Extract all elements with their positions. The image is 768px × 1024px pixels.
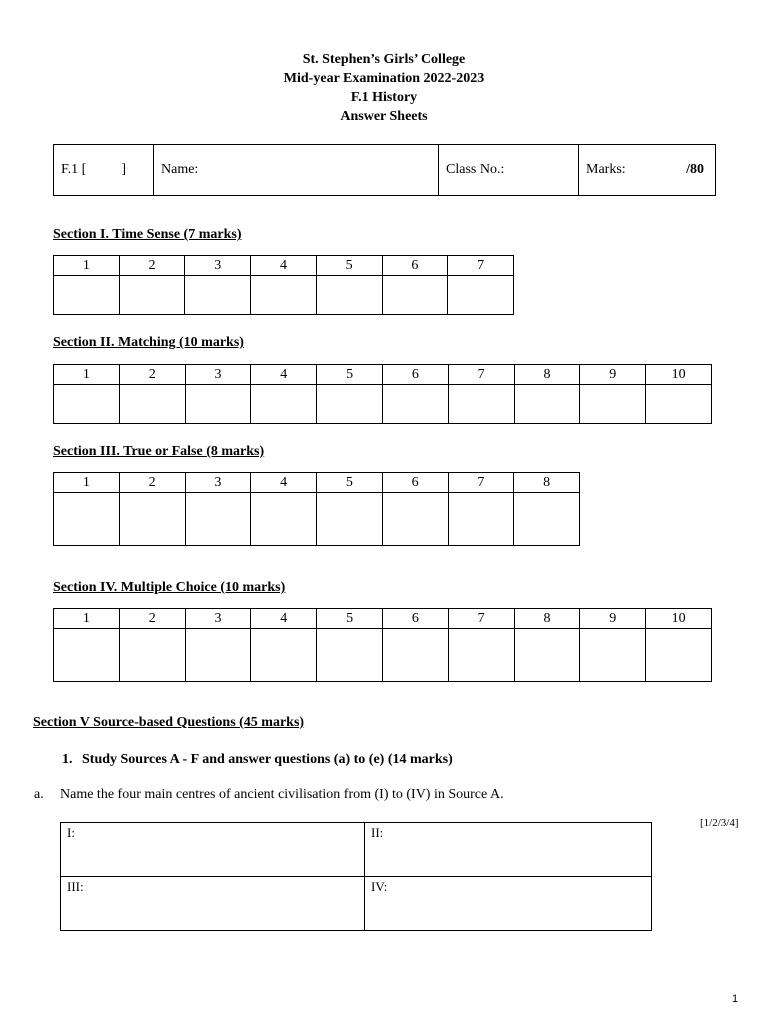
- answer-cell[interactable]: [646, 629, 712, 682]
- answer-cell[interactable]: [185, 276, 251, 315]
- answer-cell[interactable]: [251, 276, 317, 315]
- section-1-title: Section I. Time Sense (7 marks): [53, 227, 242, 242]
- name-field[interactable]: [154, 145, 439, 196]
- question-number: 1: [54, 473, 120, 493]
- answer-cell[interactable]: [317, 493, 383, 546]
- subject-name: F.1 History: [350, 90, 418, 105]
- question-number: 3: [185, 365, 251, 385]
- section-4-answer-grid: [53, 608, 712, 682]
- page-number: 1: [732, 993, 739, 1005]
- question-number: 2: [119, 256, 185, 276]
- question-number: 6: [382, 609, 448, 629]
- answer-cell[interactable]: [317, 629, 383, 682]
- answer-cell[interactable]: [54, 493, 120, 546]
- question-number: 3: [185, 473, 251, 493]
- class-no-field[interactable]: [439, 145, 579, 196]
- answer-cell[interactable]: [514, 493, 580, 546]
- name-label: Name:: [161, 162, 199, 177]
- number-row: [54, 365, 712, 385]
- question-number: 8: [514, 365, 580, 385]
- answer-cell[interactable]: [514, 629, 580, 682]
- question-number: 5: [317, 473, 383, 493]
- question-number: 5: [317, 609, 383, 629]
- answer-cell[interactable]: [317, 385, 383, 424]
- marks-field[interactable]: [579, 145, 716, 196]
- answer-cell[interactable]: [382, 385, 448, 424]
- answer-cell[interactable]: [54, 629, 120, 682]
- question-number: 9: [580, 365, 646, 385]
- question-number: 6: [382, 256, 448, 276]
- number-row: [54, 473, 580, 493]
- answer-cell[interactable]: [580, 385, 646, 424]
- answer-cell-ii[interactable]: [365, 823, 652, 877]
- question-number: 7: [448, 609, 514, 629]
- cell-label: III:: [67, 879, 84, 894]
- section-1-answer-grid: [53, 255, 514, 315]
- marks-label: Marks:: [586, 162, 626, 177]
- part-a-text: Name the four main centres of ancient civilisation from (I) to (IV) in Source A.: [60, 787, 504, 802]
- answer-row: [54, 276, 514, 315]
- question-number: 3: [185, 256, 251, 276]
- answer-cell[interactable]: [580, 629, 646, 682]
- section-3-answer-grid: [53, 472, 580, 546]
- question-1-number: 1.: [62, 752, 73, 767]
- number-row: [54, 609, 712, 629]
- answer-row: [54, 493, 580, 546]
- section-2-answer-grid: [53, 364, 712, 424]
- answer-cell[interactable]: [382, 493, 448, 546]
- part-a-label: a.: [34, 787, 44, 802]
- answer-cell[interactable]: [119, 385, 185, 424]
- section-4-title: Section IV. Multiple Choice (10 marks): [53, 580, 286, 595]
- question-number: 4: [251, 365, 317, 385]
- answer-cell[interactable]: [448, 629, 514, 682]
- question-number: 6: [382, 365, 448, 385]
- question-number: 7: [448, 365, 514, 385]
- answer-cell[interactable]: [448, 276, 514, 315]
- school-name: St. Stephen’s Girls’ College: [302, 52, 466, 67]
- number-row: [54, 256, 514, 276]
- answer-cell[interactable]: [119, 629, 185, 682]
- answer-cell[interactable]: [382, 629, 448, 682]
- question-number: 1: [54, 256, 120, 276]
- answer-cell[interactable]: [646, 385, 712, 424]
- cell-label: IV:: [371, 879, 388, 894]
- cell-label: II:: [371, 825, 384, 840]
- question-number: 7: [448, 473, 514, 493]
- question-1-text: Study Sources A - F and answer questions (a) to (e) (14 marks): [82, 752, 453, 767]
- answer-cell[interactable]: [185, 385, 251, 424]
- student-info-table: [53, 144, 716, 196]
- question-number: 8: [514, 473, 580, 493]
- answer-cell[interactable]: [316, 276, 382, 315]
- question-number: 6: [382, 473, 448, 493]
- question-number: 9: [580, 609, 646, 629]
- answer-cell[interactable]: [185, 629, 251, 682]
- answer-cell[interactable]: [251, 629, 317, 682]
- question-number: 5: [316, 256, 382, 276]
- answer-cell[interactable]: [119, 276, 185, 315]
- part-a-prompt: [34, 787, 504, 803]
- exam-header: [0, 50, 768, 126]
- answer-row: [54, 629, 712, 682]
- answer-cell-i[interactable]: [61, 823, 365, 877]
- exam-name: Mid-year Examination 2022-2023: [283, 71, 485, 86]
- question-number: 4: [251, 609, 317, 629]
- answer-cell[interactable]: [448, 385, 514, 424]
- question-number: 1: [54, 609, 120, 629]
- question-number: 8: [514, 609, 580, 629]
- form-field[interactable]: [54, 145, 154, 196]
- part-a-answer-table: [60, 822, 652, 931]
- answer-cell[interactable]: [54, 385, 120, 424]
- document-title: Answer Sheets: [340, 109, 428, 124]
- answer-cell[interactable]: [54, 276, 120, 315]
- answer-cell[interactable]: [514, 385, 580, 424]
- question-number: 1: [54, 365, 120, 385]
- answer-cell[interactable]: [251, 493, 317, 546]
- section-5-title: Section V Source-based Questions (45 marks): [33, 715, 305, 730]
- question-number: 4: [251, 256, 317, 276]
- section-2-title: Section II. Matching (10 marks): [53, 335, 244, 350]
- question-number: 7: [448, 256, 514, 276]
- question-number: 10: [646, 609, 712, 629]
- answer-cell[interactable]: [448, 493, 514, 546]
- question-number: 4: [251, 473, 317, 493]
- answer-cell-iv[interactable]: [365, 877, 652, 931]
- form-label: F.1 [ ]: [61, 162, 126, 177]
- answer-cell[interactable]: [185, 493, 251, 546]
- answer-cell[interactable]: [251, 385, 317, 424]
- question-1-heading: [62, 752, 453, 768]
- part-a-marks-note: [1/2/3/4]: [700, 817, 739, 829]
- answer-cell-iii[interactable]: [61, 877, 365, 931]
- question-number: 2: [119, 365, 185, 385]
- answer-cell[interactable]: [382, 276, 448, 315]
- marks-total: /80: [686, 162, 704, 177]
- question-number: 10: [646, 365, 712, 385]
- answer-cell[interactable]: [119, 493, 185, 546]
- cell-label: I:: [67, 825, 75, 840]
- class-no-label: Class No.:: [446, 162, 505, 177]
- answer-row: [54, 385, 712, 424]
- question-number: 2: [119, 473, 185, 493]
- question-number: 5: [317, 365, 383, 385]
- section-3-title: Section III. True or False (8 marks): [53, 444, 265, 459]
- question-number: 3: [185, 609, 251, 629]
- question-number: 2: [119, 609, 185, 629]
